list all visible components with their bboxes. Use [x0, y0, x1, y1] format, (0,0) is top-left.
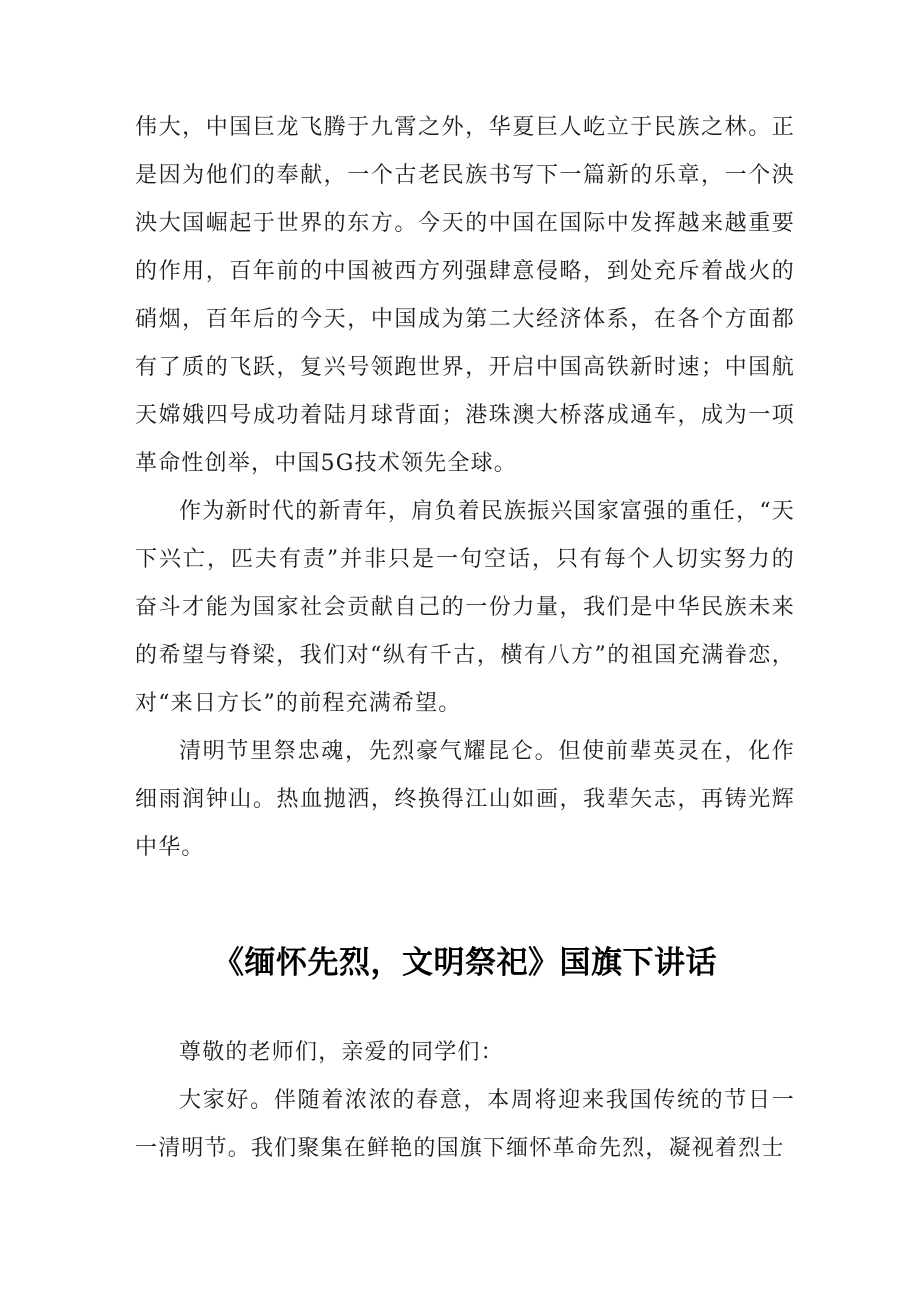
document-body — [135, 104, 795, 1173]
body-paragraph-continued: 伟大，中国巨龙飞腾于九霄之外，华夏巨人屹立于民族之林。正是因为他们的奉献，一个古老民族书写下一篇新的乐章，一个泱泱大国崛起于世界的东方。今天的中国在国际中发挥越来越重要的作用，百年前的中国被西方列强肆意侵略，到处充斥着战火的硝烟，百年后的今天，中国成为第二大经济体系，在各个方面都有了质的飞跃，复兴号领跑世界，开启中国高铁新时速；中国航天嫦娥四号成功着陆月球背面；港珠澳大桥落成通车，成为一项革命性创举，中国5G技术领先全球。 — [135, 115, 795, 476]
body-paragraph: 清明节里祭忠魂，先烈豪气耀昆仑。但使前辈英灵在，化作细雨润钟山。热血抛洒，终换得江山如画，我辈矢志，再铸光辉中华。 — [135, 739, 795, 860]
speech-title: 《缅怀先烈，文明祭祀》国旗下讲话 — [213, 945, 717, 981]
body-paragraph: 作为新时代的新青年，肩负着民族振兴国家富强的重任，“天下兴亡，匹夫有责”并非只是一句空话，只有每个人切实努力的奋斗才能为国家社会贡献自己的一份力量，我们是中华民族未来的希望与脊梁，我们对“纵有千古，横有八方”的祖国充满眷恋，对“来日方长”的前程充满希望。 — [135, 499, 795, 716]
speech-body — [135, 1029, 795, 1173]
speech-salutation: 尊敬的老师们，亲爱的同学们： — [179, 1040, 504, 1065]
speech-paragraph: 大家好。伴随着浓浓的春意，本周将迎来我国传统的节日一一清明节。我们聚集在鲜艳的国旗下缅怀革命先烈，凝视着烈士 — [135, 1088, 795, 1161]
